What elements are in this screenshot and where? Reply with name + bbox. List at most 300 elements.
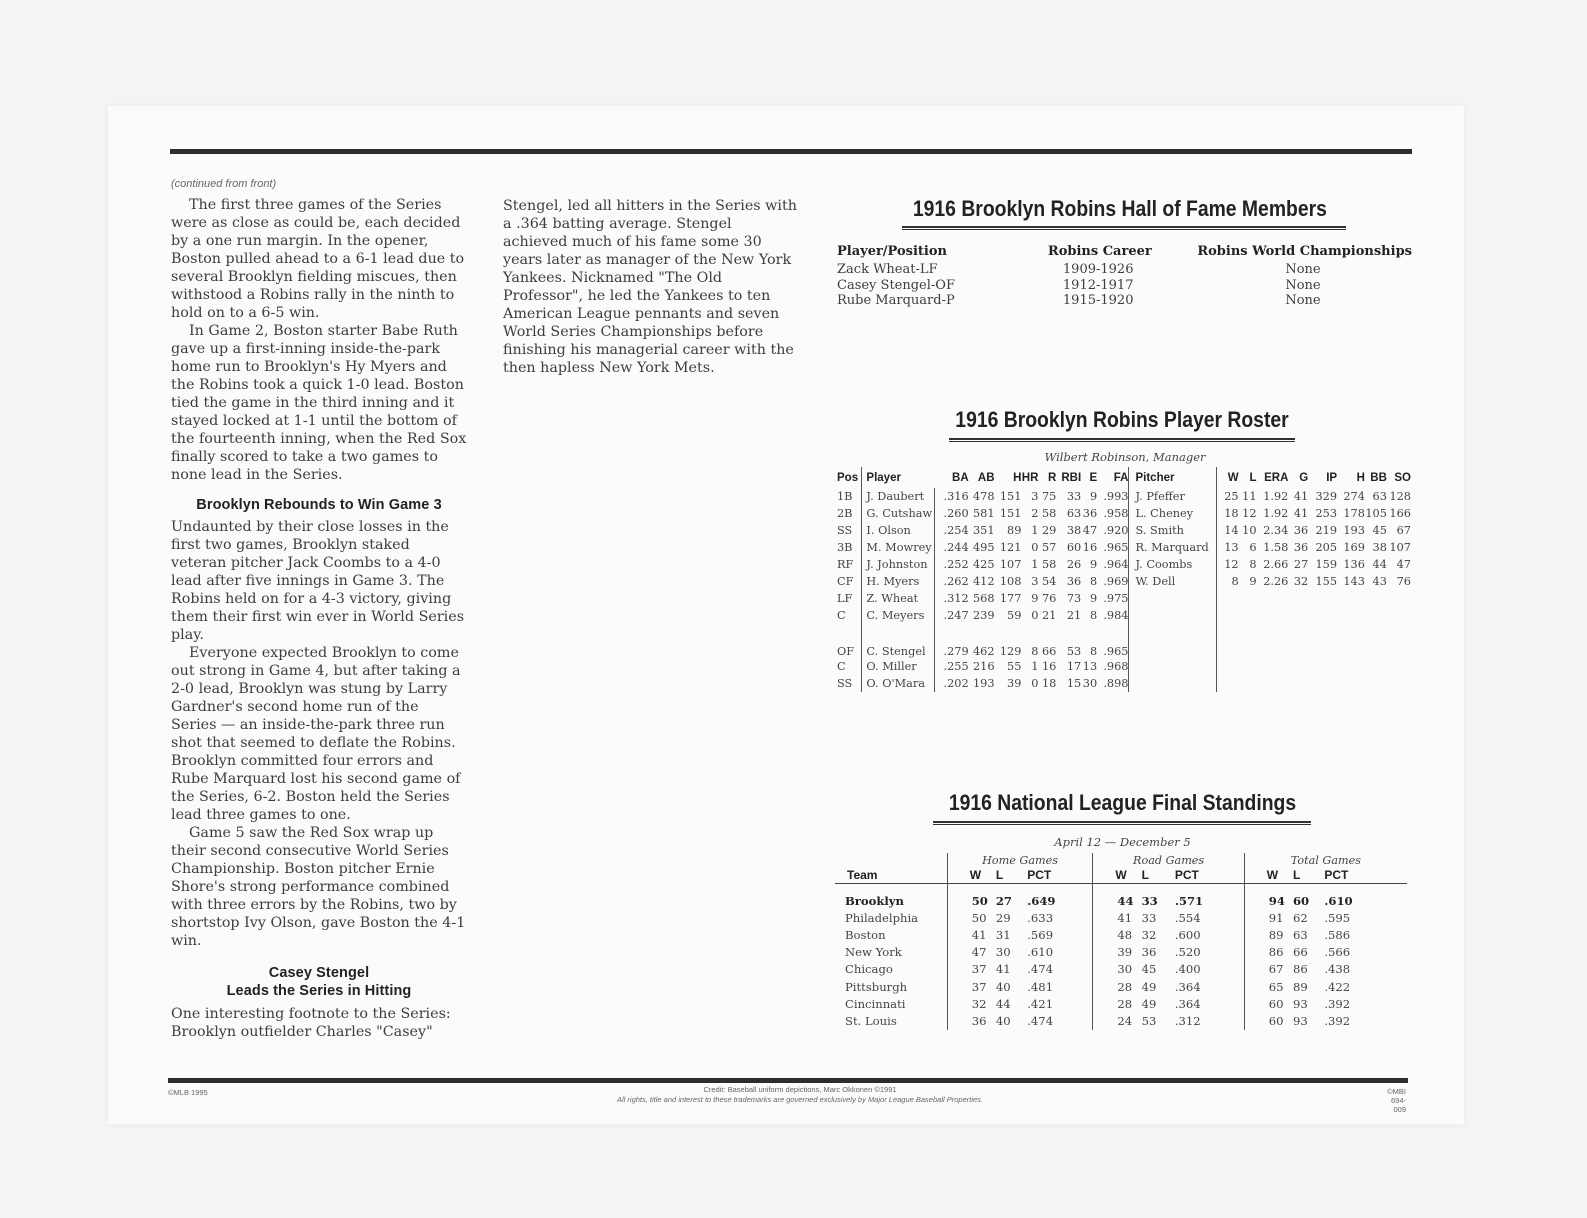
- roster-cell: 193: [972, 677, 995, 690]
- roster-cell: 41: [1293, 507, 1309, 520]
- footer-code: [1382, 1087, 1406, 1114]
- roster-cell: 239: [972, 609, 995, 622]
- roster-cell: [1288, 675, 1308, 692]
- hof-column-header: Robins Career: [1047, 243, 1152, 259]
- roster-cell: [1217, 675, 1239, 692]
- roster-cell: [1129, 675, 1217, 692]
- roster-cell: 462: [972, 645, 995, 658]
- roster-cell: 16: [1082, 541, 1098, 554]
- roster-cell: 9: [1089, 490, 1098, 503]
- hof-row: [837, 293, 1412, 309]
- footer-code-line: 694-009: [1390, 1096, 1406, 1114]
- roster-cell: [1129, 590, 1217, 607]
- standings-cell: 40: [995, 979, 1011, 994]
- roster-cell: 1.92: [1263, 490, 1289, 503]
- standings-cell: 27: [995, 893, 1012, 908]
- roster-cell: 12: [1217, 556, 1239, 573]
- standings-column-header: L: [1134, 867, 1169, 884]
- roster-cell: [1129, 624, 1217, 658]
- roster-header-row: [837, 467, 1411, 488]
- roster-cell: 495: [972, 541, 995, 554]
- standings-row: [835, 909, 1407, 926]
- standings-column-header: W: [1093, 867, 1134, 884]
- standings-cell: 93: [1292, 996, 1308, 1011]
- standings-cell: 48: [1093, 926, 1134, 943]
- roster-cell: 45: [1372, 524, 1387, 537]
- roster-pitching-header: Pitcher: [1129, 467, 1217, 488]
- roster-cell: [1308, 607, 1337, 624]
- roster-cell: 18: [1217, 505, 1239, 522]
- roster-cell: J. Johnston: [862, 556, 935, 573]
- roster-cell: S. Smith: [1129, 522, 1217, 539]
- roster-row: [837, 658, 1411, 675]
- roster-row: [837, 556, 1411, 573]
- standings-cell: 47: [947, 944, 988, 961]
- standings-cell: 89: [1244, 926, 1285, 943]
- standings-cell: .520: [1174, 945, 1201, 960]
- hof-row: [837, 278, 1412, 294]
- roster-cell: 13: [1217, 539, 1239, 556]
- hof-header-row: [837, 240, 1412, 262]
- roster-cell: 159: [1315, 558, 1338, 571]
- standings-cell: 65: [1244, 978, 1285, 995]
- standings-cell: 50: [947, 884, 988, 910]
- roster-cell: .260: [935, 505, 969, 522]
- roster-cell: .958: [1103, 507, 1129, 520]
- team-name: Brooklyn: [845, 893, 904, 908]
- standings-cell: 41: [947, 926, 988, 943]
- paragraph: Game 5 saw the Red Sox wrap up their second consecutive World Series Championship. Boston pitcher Ernie Shore's strong performance combined with three errors by the Robins, two by shortstop Ivy Olson, gave Boston the 4-1 win.: [171, 825, 466, 949]
- roster-cell: 36: [1082, 507, 1098, 520]
- roster-cell: 16: [1041, 660, 1057, 673]
- roster-manager: Wilbert Robinson, Manager: [1044, 450, 1206, 464]
- roster-cell: 169: [1343, 541, 1365, 554]
- roster-cell: 3: [1031, 490, 1039, 503]
- paragraph: One interesting footnote to the Series: Brooklyn outfielder Charles "Casey": [171, 1006, 451, 1040]
- roster-cell: 43: [1372, 575, 1387, 588]
- roster-cell: [1337, 675, 1365, 692]
- roster-cell: 38: [1372, 541, 1387, 554]
- standings-cell: .595: [1324, 910, 1351, 925]
- standings-cell: 49: [1141, 979, 1157, 994]
- roster-cell: O. O'Mara: [862, 675, 935, 692]
- standings-row: [835, 944, 1407, 961]
- hof-column-header: Player/Position: [837, 243, 947, 259]
- roster-cell: 18: [1041, 677, 1057, 690]
- roster-cell: 57: [1041, 541, 1057, 554]
- roster-cell: 205: [1315, 541, 1338, 554]
- team-name: Pittsburgh: [845, 979, 908, 994]
- roster-cell: G. Cutshaw: [862, 505, 935, 522]
- standings-cell: .474: [1027, 1013, 1054, 1028]
- paragraph: Undaunted by their close losses in the first two games, Brooklyn staked veteran pitcher Jack Coombs to a 4-0 lead after five innings in Game 3. The Robins held on for a 4-3 victory, giving them their first win ever in World Series play.: [171, 519, 465, 643]
- roster-cell: 47: [1396, 558, 1411, 571]
- roster-pitching-header: L: [1249, 471, 1257, 484]
- standings-row: [835, 995, 1407, 1012]
- roster-row: [837, 573, 1411, 590]
- roster-cell: [1365, 658, 1387, 675]
- standings-column-header: PCT: [1318, 867, 1407, 884]
- hof-cell: 1909-1926: [1062, 262, 1134, 278]
- roster-cell: 8: [1031, 645, 1039, 658]
- roster-cell: 8: [1249, 558, 1257, 571]
- roster-cell: 0: [1031, 609, 1039, 622]
- roster-cell: 63: [1372, 490, 1387, 503]
- standings-cell: .586: [1324, 927, 1351, 942]
- team-name: New York: [845, 945, 902, 960]
- roster-cell: 36: [1066, 575, 1082, 588]
- standings-cell: .474: [1027, 962, 1054, 977]
- bottom-rule: [168, 1078, 1408, 1083]
- hof-cell: None: [1285, 277, 1321, 293]
- roster-cell: .255: [935, 658, 969, 675]
- roster-cell: [1129, 607, 1217, 624]
- section-heading: Casey Stengel: [268, 965, 370, 981]
- roster-cell: [1257, 624, 1289, 658]
- paragraph: Everyone expected Brooklyn to come out strong in Game 4, but after taking a 2-0 lead, Brooklyn was stung by Larry Gardner's second home run of the Series — an inside-the-park three run shot that seemed to deflate the Robins. Brooklyn committed four errors and Rube Marquard lost his second game of the Series, 6-2. Boston held the Series lead three games to one.: [171, 645, 461, 823]
- standings-team-header: Team: [835, 867, 947, 884]
- roster-cell: 58: [1041, 507, 1057, 520]
- standings-cell: .569: [1027, 927, 1054, 942]
- standings-title: 1916 National League Final Standings: [948, 790, 1297, 815]
- roster-cell: [1365, 675, 1387, 692]
- roster-cell: [1337, 658, 1365, 675]
- standings-cell: 50: [947, 909, 988, 926]
- standings-column-header: PCT: [1021, 867, 1093, 884]
- roster-cell: H. Myers: [862, 573, 935, 590]
- standings-cell: 91: [1244, 909, 1285, 926]
- standings-dates: April 12 — December 5: [1054, 835, 1191, 849]
- roster-batting-header: RBI: [1061, 471, 1082, 484]
- standings-cell: 63: [1292, 927, 1308, 942]
- roster-cell: [1308, 675, 1337, 692]
- roster-cell: LF: [837, 592, 853, 605]
- roster-cell: Z. Wheat: [862, 590, 935, 607]
- footer-code-line: ©MBI: [1387, 1087, 1406, 1096]
- roster-cell: [1239, 590, 1257, 607]
- roster-row: [837, 607, 1411, 624]
- roster-batting-header: Pos: [837, 471, 859, 484]
- standings-column-header: PCT: [1169, 867, 1244, 884]
- standings-cell: .421: [1027, 996, 1054, 1011]
- roster-cell: 0: [1031, 541, 1039, 554]
- roster-cell: 253: [1315, 507, 1338, 520]
- roster-cell: [1217, 590, 1239, 607]
- footer-credit: [520, 1085, 1080, 1105]
- roster-cell: 151: [999, 490, 1022, 503]
- roster-cell: .993: [1103, 490, 1129, 503]
- roster-cell: 39: [1007, 677, 1022, 690]
- roster-row: [837, 505, 1411, 522]
- roster-pitching-header: ERA: [1264, 471, 1289, 484]
- roster-cell: 8: [1217, 573, 1239, 590]
- roster-cell: 107: [1389, 541, 1411, 554]
- roster-cell: 351: [972, 524, 995, 537]
- roster-cell: 178: [1343, 507, 1365, 520]
- standings-cell: .649: [1027, 893, 1056, 908]
- roster-cell: 2.34: [1263, 524, 1289, 537]
- roster-cell: C: [837, 609, 846, 622]
- roster-pitching-header: G: [1299, 471, 1309, 484]
- roster-title-rule: [949, 438, 1295, 442]
- standings-cell: 89: [1292, 979, 1308, 994]
- team-name: Chicago: [845, 962, 893, 977]
- standings-cell: .364: [1174, 979, 1201, 994]
- roster-batting-header: AB: [977, 471, 995, 484]
- hof-table: [837, 240, 1412, 309]
- roster-cell: [1387, 658, 1411, 675]
- roster-cell: C. Stengel: [862, 624, 935, 658]
- roster-cell: .968: [1103, 660, 1129, 673]
- roster-cell: 8: [1089, 609, 1098, 622]
- roster-batting-header: BA: [952, 471, 969, 484]
- hof-cell: None: [1285, 262, 1321, 278]
- roster-row: [837, 488, 1411, 505]
- roster-cell: 73: [1066, 592, 1082, 605]
- roster-cell: 55: [1007, 660, 1022, 673]
- standings-cell: 29: [995, 910, 1011, 925]
- roster-cell: SS: [837, 677, 853, 690]
- roster-row: [837, 624, 1411, 658]
- roster-cell: 2B: [837, 507, 853, 520]
- continued-note: (continued from front): [171, 178, 277, 190]
- standings-cell: 32: [947, 995, 988, 1012]
- footer-copyright: ©MLB 1995: [168, 1088, 208, 1097]
- credit-line: Credit: Baseball uniform depictions, Marc Okkonen ©1991: [703, 1085, 897, 1094]
- roster-cell: J. Pfeffer: [1129, 488, 1217, 505]
- credit-line: All rights, title and interest to these trademarks are governed exclusively by Major League Baseball Properties.: [616, 1095, 984, 1104]
- standings-group-header-row: [835, 853, 1407, 867]
- standings-row: [835, 926, 1407, 943]
- roster-cell: [1387, 607, 1411, 624]
- article-column-2: [503, 197, 798, 377]
- roster-batting-header: FA: [1113, 471, 1129, 484]
- roster-cell: 60: [1066, 541, 1082, 554]
- roster-cell: .279: [935, 624, 969, 658]
- roster-cell: O. Miller: [862, 658, 935, 675]
- roster-pitching-header: W: [1217, 467, 1239, 488]
- standings-cell: 94: [1244, 884, 1285, 910]
- roster-cell: 412: [972, 575, 995, 588]
- roster-cell: 151: [999, 507, 1022, 520]
- top-rule: [170, 149, 1412, 154]
- roster-cell: .920: [1103, 524, 1129, 537]
- standings-cell: 93: [1292, 1013, 1308, 1028]
- standings-row: [835, 1012, 1407, 1029]
- roster-cell: 1.58: [1263, 541, 1289, 554]
- roster-cell: 13: [1082, 660, 1098, 673]
- roster-cell: 26: [1066, 558, 1082, 571]
- blank-cell: [835, 853, 947, 867]
- roster-cell: .964: [1103, 558, 1129, 571]
- roster-cell: .975: [1103, 592, 1129, 605]
- roster-cell: [1288, 590, 1308, 607]
- roster-cell: 36: [1293, 541, 1309, 554]
- standings-cell: .438: [1324, 962, 1351, 977]
- roster-cell: J. Daubert: [862, 488, 935, 505]
- roster-cell: 58: [1041, 558, 1057, 571]
- standings-row: [835, 978, 1407, 995]
- hof-cell: Rube Marquard-P: [837, 293, 955, 309]
- roster-cell: 41: [1293, 490, 1309, 503]
- standings-cell: 24: [1093, 1012, 1134, 1029]
- standings-cell: 36: [1141, 945, 1157, 960]
- standings-cell: 30: [995, 945, 1011, 960]
- roster-cell: .316: [935, 488, 969, 505]
- team-name: Boston: [845, 927, 886, 942]
- paragraph: The first three games of the Series were as close as could be, each decided by a one run margin. In the opener, Boston pulled ahead to a 6-1 lead due to several Brooklyn fielding miscues, then withstood a Robins rally in the ninth to hold on to a 6-5 win.: [171, 197, 465, 321]
- roster-cell: 25: [1217, 488, 1239, 505]
- roster-cell: 14: [1217, 522, 1239, 539]
- standings-cell: 41: [995, 962, 1011, 977]
- roster-pitching-header: BB: [1370, 471, 1387, 484]
- roster-cell: 274: [1343, 490, 1365, 503]
- standings-group-label: Total Games: [1244, 853, 1407, 867]
- roster-row: [837, 522, 1411, 539]
- roster-cell: [1217, 624, 1239, 658]
- roster-cell: C: [837, 660, 846, 673]
- roster-cell: 54: [1041, 575, 1057, 588]
- roster-cell: 193: [1343, 524, 1365, 537]
- hof-cell: None: [1285, 293, 1321, 309]
- standings-cell: 33: [1141, 910, 1157, 925]
- roster-cell: 38: [1066, 524, 1082, 537]
- hof-row: [837, 262, 1412, 278]
- standings-row: [835, 961, 1407, 978]
- roster-cell: [1217, 658, 1239, 675]
- standings-cell: 60: [1244, 1012, 1285, 1029]
- roster-cell: [1387, 624, 1411, 658]
- roster-cell: 2.26: [1263, 575, 1289, 588]
- roster-batting-header: H: [1013, 471, 1022, 484]
- team-name: St. Louis: [845, 1013, 897, 1028]
- standings-cell: .610: [1027, 945, 1054, 960]
- hof-cell: 1915-1920: [1062, 293, 1134, 309]
- roster-cell: 425: [972, 558, 995, 571]
- hof-cell: Casey Stengel-OF: [837, 277, 955, 293]
- standings-cell: 44: [995, 996, 1011, 1011]
- roster-row: [837, 590, 1411, 607]
- roster-cell: [1257, 590, 1289, 607]
- roster-cell: .969: [1103, 575, 1129, 588]
- hof-cell: 1912-1917: [1062, 277, 1134, 293]
- standings-cell: .312: [1174, 1013, 1201, 1028]
- roster-cell: [1257, 607, 1289, 624]
- standings-cell: 44: [1093, 884, 1134, 910]
- section-heading: Brooklyn Rebounds to Win Game 3: [196, 497, 442, 513]
- roster-cell: W. Dell: [1129, 573, 1217, 590]
- roster-cell: [1365, 624, 1387, 658]
- team-name: Philadelphia: [845, 910, 919, 925]
- standings-cell: .400: [1174, 962, 1201, 977]
- roster-cell: [1308, 624, 1337, 658]
- roster-cell: 21: [1041, 609, 1057, 622]
- standings-cell: .481: [1027, 979, 1054, 994]
- standings-cell: 86: [1244, 944, 1285, 961]
- roster-cell: .898: [1103, 677, 1129, 690]
- roster-cell: 27: [1293, 558, 1309, 571]
- roster-cell: 15: [1066, 677, 1082, 690]
- roster-cell: 568: [972, 592, 995, 605]
- roster-cell: 129: [999, 645, 1022, 658]
- roster-pitching-header: SO: [1394, 471, 1411, 484]
- standings-cell: .392: [1324, 996, 1351, 1011]
- roster-cell: [1387, 590, 1411, 607]
- roster-cell: [1387, 675, 1411, 692]
- roster-cell: .965: [1103, 645, 1129, 658]
- roster-cell: [1257, 658, 1289, 675]
- roster-cell: 76: [1396, 575, 1411, 588]
- roster-cell: 105: [1365, 507, 1387, 520]
- standings-group-label: Road Games: [1093, 853, 1244, 867]
- roster-cell: 3: [1031, 575, 1039, 588]
- roster-cell: SS: [837, 524, 853, 537]
- standings-column-header: W: [947, 867, 988, 884]
- roster-cell: .252: [935, 556, 969, 573]
- roster-cell: 1B: [837, 490, 853, 503]
- standings-cell: 45: [1141, 962, 1157, 977]
- roster-cell: L. Cheney: [1129, 505, 1217, 522]
- standings-cell: .600: [1174, 927, 1201, 942]
- roster-cell: .254: [935, 522, 969, 539]
- roster-cell: .312: [935, 590, 969, 607]
- roster-cell: 329: [1315, 490, 1338, 503]
- roster-cell: [1288, 624, 1308, 658]
- standings-cell: .566: [1324, 945, 1351, 960]
- roster-cell: 2.66: [1263, 558, 1289, 571]
- standings-cell: 36: [947, 1012, 988, 1029]
- roster-cell: 0: [1031, 677, 1039, 690]
- roster-pitching-header: IP: [1326, 471, 1338, 484]
- standings-cell: 33: [1141, 893, 1158, 908]
- roster-cell: RF: [837, 558, 854, 571]
- roster-cell: 121: [999, 541, 1022, 554]
- roster-cell: 1: [1031, 558, 1039, 571]
- standings-cell: .610: [1324, 893, 1353, 908]
- roster-cell: 1: [1031, 660, 1039, 673]
- roster-cell: 108: [999, 575, 1022, 588]
- roster-cell: 6: [1249, 541, 1257, 554]
- roster-cell: 581: [972, 507, 995, 520]
- roster-cell: [1288, 658, 1308, 675]
- standings-cell: 49: [1141, 996, 1157, 1011]
- roster-cell: [1337, 590, 1365, 607]
- standings-column-header: L: [1285, 867, 1318, 884]
- roster-cell: [1217, 607, 1239, 624]
- standings-group-label: Home Games: [947, 853, 1093, 867]
- roster-cell: 166: [1389, 507, 1411, 520]
- roster-cell: [1308, 658, 1337, 675]
- roster-cell: 219: [1315, 524, 1338, 537]
- standings-cell: 28: [1093, 995, 1134, 1012]
- roster-cell: 1: [1031, 524, 1039, 537]
- roster-cell: 12: [1242, 507, 1257, 520]
- roster-cell: [1365, 607, 1387, 624]
- roster-cell: 89: [1007, 524, 1022, 537]
- roster-cell: 32: [1293, 575, 1309, 588]
- roster-cell: 17: [1066, 660, 1082, 673]
- standings-cell: 28: [1093, 978, 1134, 995]
- hof-column-header: Robins World Championships: [1197, 243, 1412, 259]
- roster-cell: 76: [1041, 592, 1057, 605]
- roster-cell: [1308, 590, 1337, 607]
- standings-cell: 39: [1093, 944, 1134, 961]
- standings-cell: 86: [1292, 962, 1308, 977]
- roster-cell: .244: [935, 539, 969, 556]
- standings-table: [835, 853, 1407, 1030]
- roster-batting-header: R: [1048, 471, 1057, 484]
- roster-cell: R. Marquard: [1129, 539, 1217, 556]
